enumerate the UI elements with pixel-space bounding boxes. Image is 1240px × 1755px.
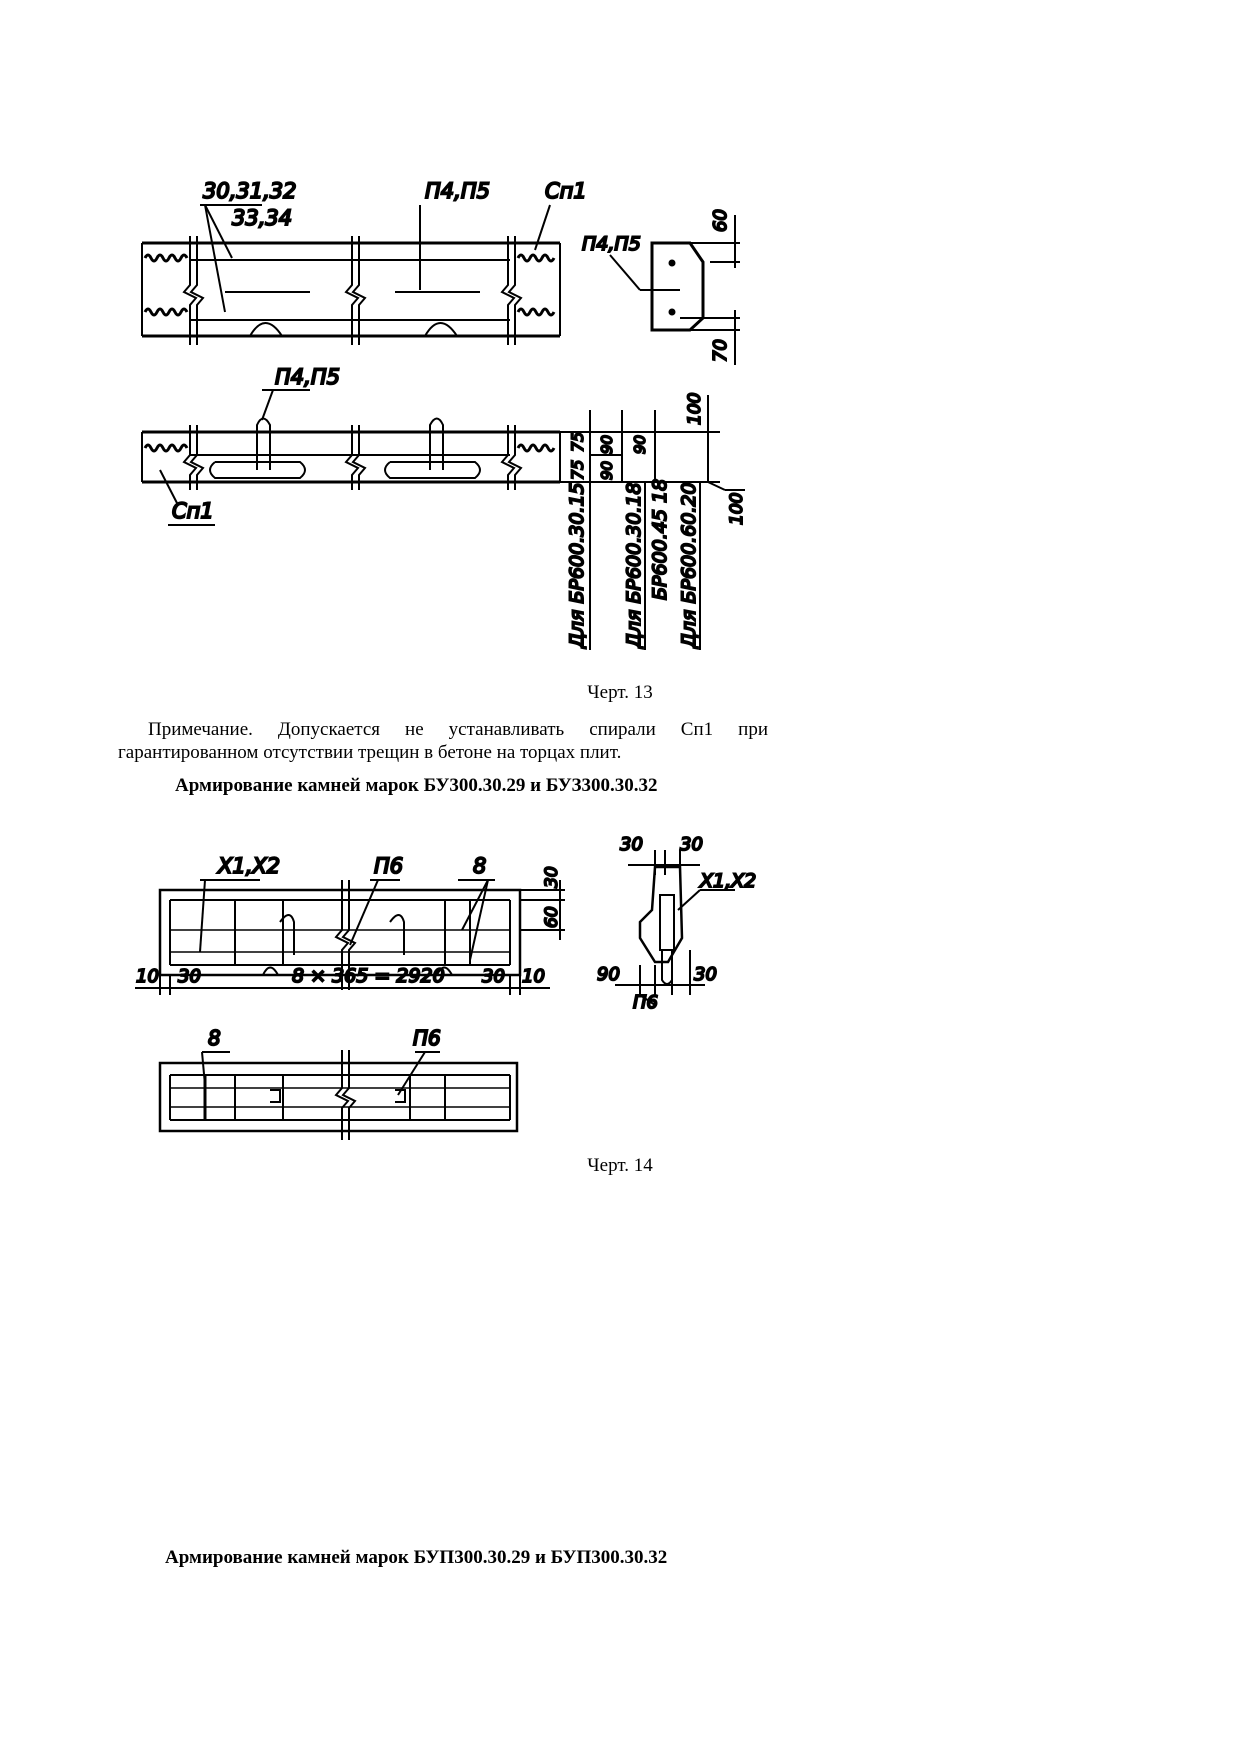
fig14-dim-30-end: 30 xyxy=(482,966,505,987)
fig14-label-x1x2: Х1,Х2 xyxy=(218,854,281,878)
note-line-2: гарантированном отсутствии трещин в бетоне на торцах плит. xyxy=(118,742,622,763)
fig13-dim-75-bottom: 75 xyxy=(568,459,587,480)
fig13-dim-60: 60 xyxy=(710,209,731,232)
fig13-dim-90-b: 90 xyxy=(598,460,616,480)
heading-bu300: Армирование камней марок БУ300.30.29 и БУЗ300.30.32 xyxy=(175,775,658,796)
fig14-label-p6: П6 xyxy=(374,854,404,878)
fig14-plan-8: 8 xyxy=(208,1026,221,1050)
note-line-1: Примечание. Допускается не устанавливать спирали Сп1 при xyxy=(148,719,768,740)
figure-13-caption: Черт. 13 xyxy=(587,682,653,703)
fig14-plan-p6: П6 xyxy=(413,1026,441,1050)
fig13-top-elevation xyxy=(142,205,560,345)
fig13-label-bars-b: 33,34 xyxy=(232,206,293,230)
fig14-dim-30-l: 30 xyxy=(178,966,201,987)
fig14-sec-90: 90 xyxy=(597,964,620,985)
fig13-label-spiral-bottom: Сп1 xyxy=(172,499,214,523)
note-paragraph xyxy=(118,718,768,764)
fig13-for-br600-30-15: Для БР600.30.15 xyxy=(566,482,588,648)
fig14-dim-60-r: 60 xyxy=(542,906,562,928)
fig14-dim-30-r: 30 xyxy=(542,866,562,888)
fig13-br600-45-18: БР600.45 18 xyxy=(649,478,671,600)
fig13-dim-90-a: 90 xyxy=(598,434,616,454)
fig13-dim-90-c: 90 xyxy=(631,434,649,454)
fig13-dim-100-top: 100 xyxy=(685,392,705,425)
fig13-for-br600-60-20: Для БР600.60.20 xyxy=(678,482,700,648)
fig14-sec-30-c: 30 xyxy=(694,964,717,985)
fig13-label-spiral-top: Сп1 xyxy=(545,179,587,203)
fig14-sec-x1x2: Х1,Х2 xyxy=(700,870,757,892)
figure-14-drawing xyxy=(0,820,1240,1140)
fig14-dim-10-end: 10 xyxy=(522,966,545,987)
figure-14-caption: Черт. 14 xyxy=(587,1155,653,1176)
fig13-label-bars-a: 30,31,32 xyxy=(203,179,297,203)
fig13-for-br600-30-18: Для БР600.30.18 xyxy=(623,482,645,648)
fig14-label-8: 8 xyxy=(473,854,487,878)
fig13-label-loops-top: П4,П5 xyxy=(425,179,490,203)
fig14-dim-10-l: 10 xyxy=(136,966,159,987)
fig14-sec-p6: П6 xyxy=(633,992,658,1013)
fig14-span: 8 × 365 = 2920 xyxy=(292,965,445,987)
fig14-sec-30-b: 30 xyxy=(680,834,703,855)
heading-bup300: Армирование камней марок БУП300.30.29 и БУП300.30.32 xyxy=(165,1547,668,1568)
fig13-dim-70: 70 xyxy=(710,339,731,362)
fig14-sec-30-a: 30 xyxy=(620,834,643,855)
fig13-dim-75-top: 75 xyxy=(568,431,587,452)
fig13-label-loops-section: П4,П5 xyxy=(582,233,641,255)
fig13-dim-100-right: 100 xyxy=(727,492,747,525)
fig13-label-loops-middle: П4,П5 xyxy=(275,365,340,389)
figure-13-drawing xyxy=(0,0,1240,680)
fig14-plan xyxy=(160,1050,517,1140)
